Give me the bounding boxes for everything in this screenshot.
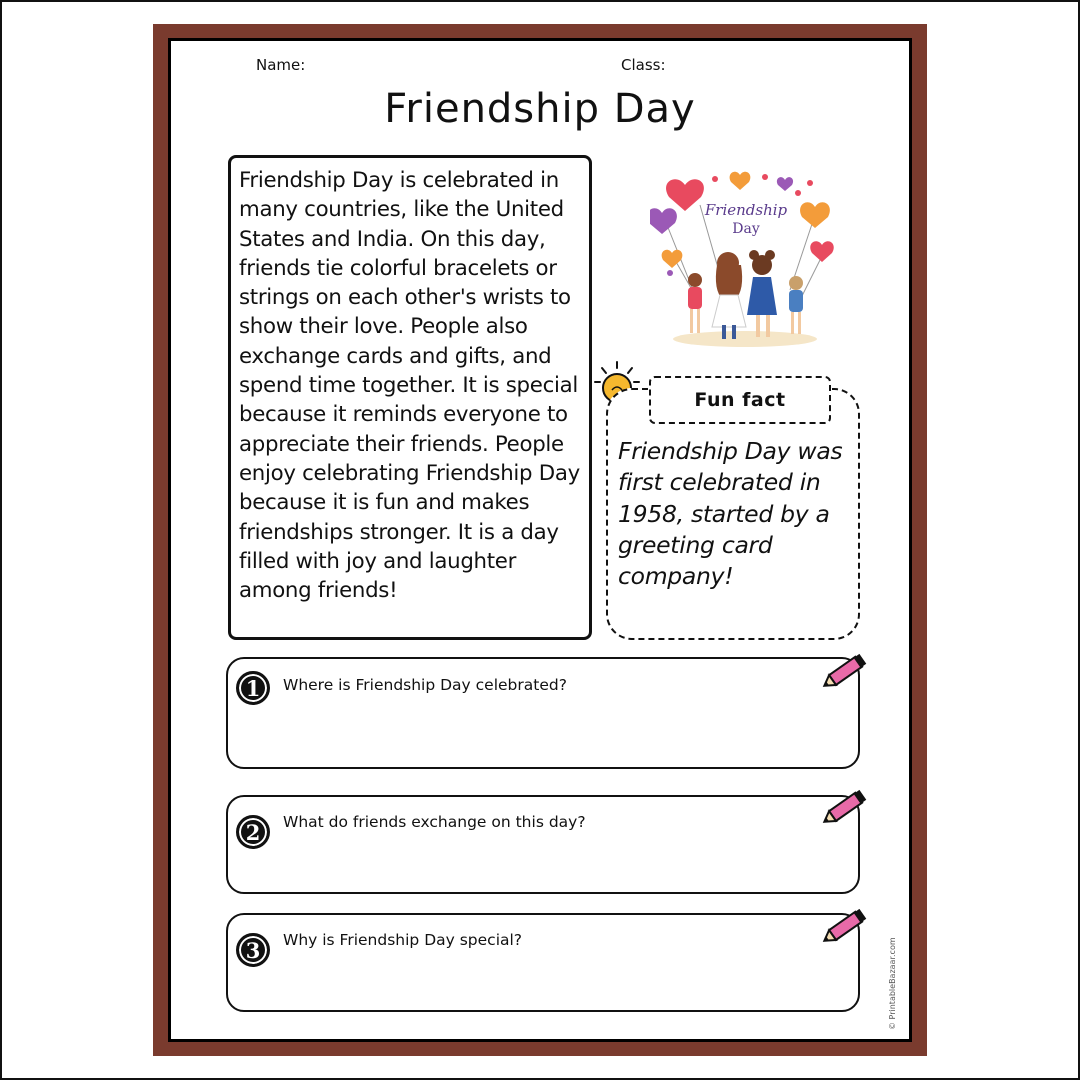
question-2-number: 2 xyxy=(236,815,270,849)
question-2-text: What do friends exchange on this day? xyxy=(283,813,586,831)
illustration-caption: Friendship xyxy=(704,201,788,219)
pencil-icon xyxy=(818,650,870,694)
reading-passage-box xyxy=(228,155,592,640)
question-1-text: Where is Friendship Day celebrated? xyxy=(283,676,567,694)
page-title: Friendship Day xyxy=(384,86,696,132)
name-label: Name: xyxy=(256,56,306,74)
friendship-illustration xyxy=(650,165,840,350)
question-2-answer-box[interactable] xyxy=(226,795,860,894)
watermark: © PrintableBazaar.com xyxy=(888,937,897,1030)
class-label: Class: xyxy=(621,56,666,74)
fun-fact-text: Friendship Day was first celebrated in 1958, started by a greeting card company! xyxy=(618,437,843,591)
pencil-icon xyxy=(818,786,870,830)
question-3-answer-box[interactable] xyxy=(226,913,860,1012)
question-3-number: 3 xyxy=(236,933,270,967)
question-3-text: Why is Friendship Day special? xyxy=(283,931,523,949)
pencil-icon xyxy=(818,905,870,949)
children-figures xyxy=(688,250,803,339)
reading-passage: Friendship Day is celebrated in many countries, like the United States and India. On this day, friends tie colorful bracelets or strings on each other's wrists to show their love. People also exchange cards and gifts, and spend time together. It is special because it reminds everyone to appreciate their friends. People enjoy celebrating Friendship Day because it is fun and makes friendships stronger. It is a day filled with joy and laughter among friends! xyxy=(239,168,580,604)
fun-fact-heading: Fun fact xyxy=(649,376,831,424)
question-1-number: 1 xyxy=(236,671,270,705)
question-1-answer-box[interactable] xyxy=(226,657,860,769)
svg-text:Day: Day xyxy=(732,221,760,237)
